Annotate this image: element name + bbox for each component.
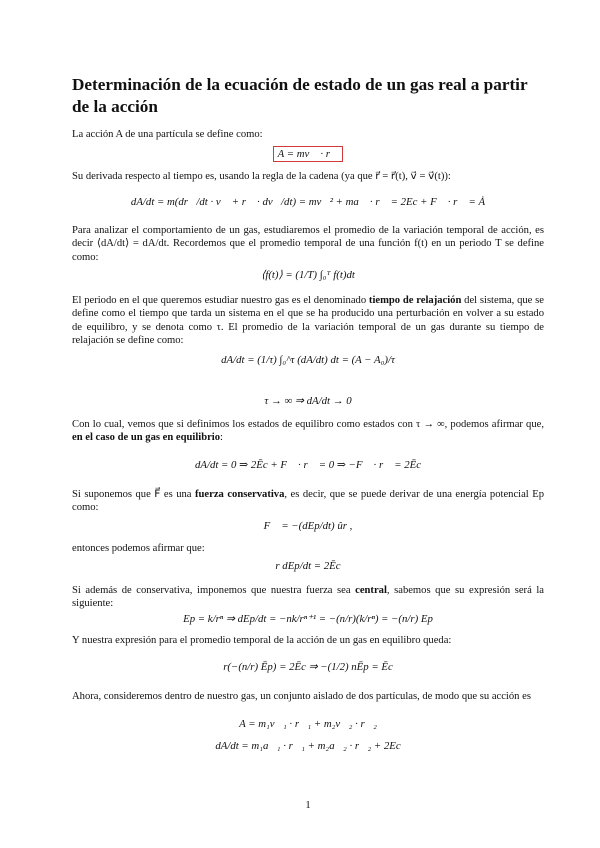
equation-relaxation-average: dA/dt = (1/τ) ∫₀^τ (dA/dt) dt = (A − A₀)/τ [221, 354, 395, 366]
text-segment: , es decir, que se puede derivar de una energía potencial Ep como: [72, 489, 544, 514]
bold-term: tiempo de relajación [368, 295, 462, 306]
paragraph-relaxation-time [72, 294, 544, 348]
text-segment: Si suponemos que F⃗ es una [72, 489, 195, 500]
boxed-equation: A = mv⃗ · r⃗ [273, 146, 344, 162]
paragraph-conservative [72, 488, 544, 515]
text-segment: El periodo en el que queremos estudiar nuestro gas es el denominado [72, 295, 369, 306]
paragraph-derivative: Su derivada respecto al tiempo es, usando la regla de la cadena (ya que r⃗ = r⃗(t), v⃗ = v⃗(t)): [72, 171, 451, 182]
paragraph-then: entonces podemos afirmar que: [72, 543, 205, 554]
text-segment: Si además de conservativa, imponemos que nuestra fuerza sea [72, 585, 356, 596]
text-segment: del sistema, que se define como el tiempo que tarda un sistema en el que se ha producido una perturbación en volver a su estado de equilibro, y se denota como τ. El promedio de la variación temporal de un gas durante su tiempo de relajación se define como: [72, 295, 544, 347]
equation-potential-average: r dEp/dt = 2Ēc [275, 560, 341, 572]
paragraph-two-particles: Ahora, consideremos dentro de nuestro gas, un conjunto aislado de dos partículas, de modo que su acción es [72, 691, 531, 702]
equation-virial-result: r(−(n/r) Ēp) = 2Ēc ⇒ −(1/2) nĒp = Ēc [223, 661, 393, 673]
equation-force-potential: F⃗ = −(dEp/dt) ûr , [263, 520, 353, 532]
equation-two-particle-derivative: dA/dt = m₁a⃗₁ · r⃗₁ + m₂a⃗₂ · r⃗₂ + 2Ec [215, 740, 401, 752]
bold-term: central [355, 585, 387, 596]
paragraph-intro: La acción A de una partícula se define como: [72, 129, 263, 140]
paragraph-central [72, 584, 544, 611]
text-segment: : [220, 432, 223, 444]
equation-limit: τ → ∞ ⇒ dA/dt → 0 [264, 395, 352, 407]
text-segment: , sabemos que su expresión será la siguiente: [72, 585, 544, 610]
paragraph-result: Y nuestra expresión para el promedio temporal de la acción de un gas en equilibro queda: [72, 635, 452, 646]
page-number: 1 [305, 800, 311, 811]
equation-action-derivative: dA/dt = m(dr⃗/dt · v⃗ + r⃗ · dv⃗/dt) = mv⃗² + ma⃗ · r⃗ = 2Ec + F⃗ · r⃗ = Ȧ [130, 196, 486, 208]
equation-equilibrium: dA/dt = 0 ⇒ 2Ēc + F⃗ · r⃗ = 0 ⇒ −F⃗ · r⃗ = 2Ēc [194, 459, 422, 471]
equation-two-particle-action: A = m₁v⃗₁ · r⃗₁ + m₂v⃗₂ · r⃗₂ [239, 718, 377, 730]
bold-term: fuerza conservativa [195, 489, 285, 500]
paragraph-average: Para analizar el comportamiento de un gas, estudiaremos el promedio de la variación temporal de acción, es decir ⟨dA/dt⟩ = dA/dt. Recordemos que el promedio temporal de una función f(t) en un periodo T se define como: [72, 225, 544, 263]
paragraph-equilibrium [72, 418, 544, 445]
equation-central-potential: Ep = k/rⁿ ⇒ dEp/dt = −nk/rⁿ⁺¹ = −(n/r)(k/rⁿ) = −(n/r) Ep [183, 613, 433, 625]
bold-term: en el caso de un gas en equilibrio [72, 432, 221, 444]
text-segment: Con lo cual, vemos que si definimos los estados de equilibro como estados con τ → ∞, podemos afirmar que, [72, 419, 544, 430]
equation-action-definition [72, 146, 544, 162]
equation-time-average: ⟨f(t)⟩ = (1/T) ∫₀ᵀ f(t)dt [261, 269, 355, 281]
section-title: Determinación de la ecuación de estado de un gas real a partir de la acción [72, 75, 528, 116]
